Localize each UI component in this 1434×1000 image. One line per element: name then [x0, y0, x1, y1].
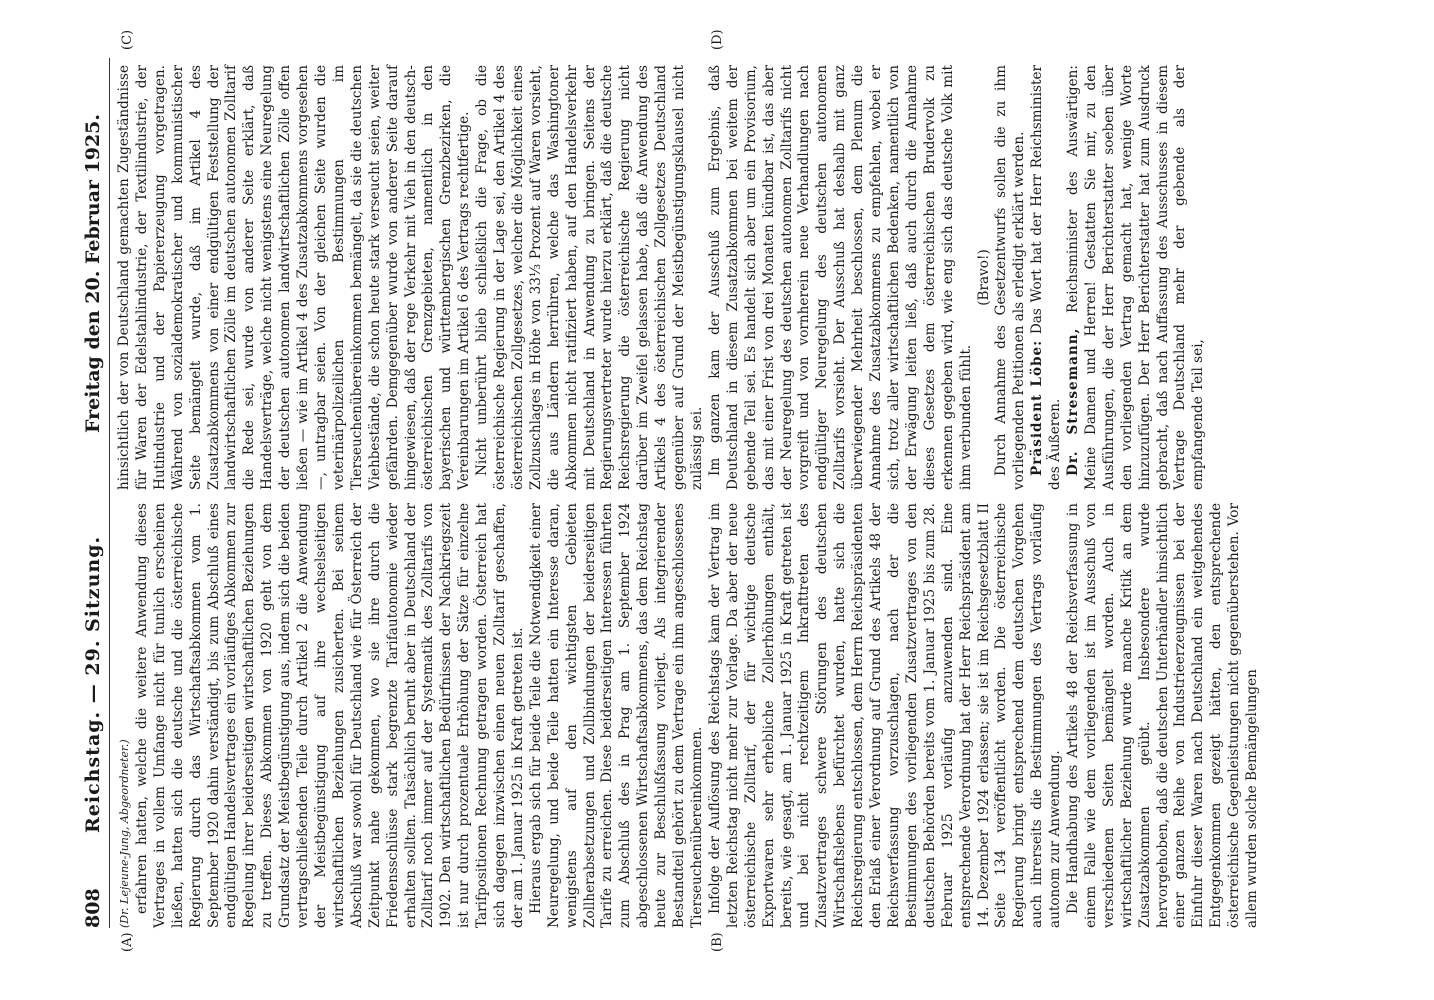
president-remark: Präsident Löbe: Das Wort hat der Herr Reichsminister des Äußeren.: [1029, 65, 1064, 490]
applause-note: (Bravo!): [975, 249, 992, 306]
paragraph: Infolge der Auflösung des Reichstags kam der Vertrag im letzten Reichstag nicht mehr zur Vorlage. Da aber der neue österreichische Zolltarif, der für wichtige deutsche Exportwaren sehr erhebliche Zollerhöhungen enthält, bereits, wie gesagt, am 1. Januar 1925 in Kraft getreten ist und bei nicht rechtzeitigem Inkrafttreten des Zusatzvertrages schwere Störungen des deutschen Wirtschaftslebens befürchtet wurden, hatte sich die Reichsregierung entschlossen, dem Herrn Reichspräsidenten den Erlaß einer Verordnung auf Grund des Artikels 48 der Reichsverfassung vorzuschlagen, nach der die Bestimmungen des vorliegenden Zusatzvertrages von den deutschen Behörden bereits vom 1. Januar 1925 bis zum 28. Februar 1925 vorläufig anzuwenden sind. Eine entsprechende Verordnung hat der Herr Reichspräsident am 14. Dezember 1924 erlassen; sie ist im Reichsgesetzblatt II Seite 134 veröffentlicht worden. Die österreichische Regierung bringt entsprechend dem deutschen Vorgehen auch ihrerseits die Bestimmungen des Vertrags vorläufig autonom zur Anwendung.: [706, 503, 1064, 928]
margin-mark-c: (C): [120, 29, 135, 50]
paragraph: erfahren hatten, welche die weitere Anwendung dieses Vertrages in vollem Umfange nicht für tunlich erscheinen ließen, hatten sich die deutsche und die österreichische Regierung durch das Wirtschaftsabkommen vom 1. September 1920 dahin verständigt, bis zum Abschluß eines endgültigen Handelsvertrages ein vorläufiges Abkommen zur Regelung ihrer beiderseitigen wirtschaftlichen Beziehungen zu treffen. Dieses Abkommen von 1920 geht von dem Grundsatz der Meistbegünstigung aus, indem sich die beiden vertragschließenden Teile durch Artikel 2 die Anwendung der Meistbegünstigung auf ihre wechselseitigen wirtschaftlichen Beziehungen zusicherten. Bei seinem Abschluß war sowohl für Deutschland wie für Österreich der Zeitpunkt nahe gekommen, wo sie ihre durch die Friedensschlüsse stark begrenzte Tarifautonomie wieder erhalten sollten. Tatsächlich beruht aber in Deutschland der Zolltarif noch immer auf der Systematik des Zolltarifs von 1902. Den wirtschaftlichen Bedürfnissen der Nachkriegszeit ist nur durch prozentuale Erhöhung der Sätze für einzelne Tarifpositionen Rechnung getragen worden. Österreich hat sich dagegen inzwischen einen neuen Zolltarif geschaffen, der am 1. Januar 1925 in Kraft getreten ist.: [133, 503, 526, 928]
session-title: Reichstag. — 29. Sitzung.: [82, 535, 104, 833]
page-number: 808: [82, 888, 104, 928]
paragraph: Im ganzen kam der Ausschuß zum Ergebnis, daß Deutschland in diesem Zusatzabkommen bei weitem der gebende Teil sei. Es handelt sich aber um ein Provisorium, das mit einer Frist von drei Monaten kündbar ist, das aber der Neuregelung des deutschen autonomen Zolltarifs nicht vorgreift und von vornherein neue Verhandlungen nach endgültiger Neuregelung des deutschen autonomen Zolltarifs vorsieht. Der Ausschuß hat deshalb mit ganz überwiegender Mehrheit beschlossen, dem Plenum die Annahme des Zusatzabkommens zu empfehlen, wobei er sich, trotz aller wirtschaftlichen Bedenken, namentlich von der Erwägung leiten ließ, daß auch durch die Annahme dieses Gesetzes dem österreichischen Brudervolk zu erkennen gegeben wird, wie eng sich das deutsche Volk mit ihm verbunden fühlt.: [706, 65, 974, 490]
speaker-name: Dr. Stresemann,: [1065, 327, 1082, 476]
paragraph: Durch Annahme des Gesetzentwurfs sollen die zu ihm vorliegenden Petitionen als erledigt erklärt werden.: [993, 65, 1028, 490]
margin-mark-b: (B): [710, 932, 725, 952]
digitization-credit: [1412, 0, 1432, 1000]
speaker-note: (Dr. Lejeune-Jung, Abgeordneter.): [118, 739, 131, 928]
header-rule: [109, 58, 110, 928]
page-header: [78, 58, 108, 928]
margin-mark-a: (A): [120, 932, 135, 952]
right-column: [116, 65, 1208, 490]
left-column: [116, 503, 1262, 928]
speaker-name: Präsident Löbe:: [1029, 339, 1046, 476]
paragraph: Nicht unberührt blieb schließlich die Frage, ob die österreichische Regierung in der Lage sei, den Artikel 4 des österreichischen Zollgesetzes, welcher die Möglichkeit eines Zollzuschlages in Höhe von 33⅓ Prozent auf Waren vorsieht, die aus Ländern herrühren, welche das Washingtoner Abkommen nicht ratifiziert haben, auf den Handelsverkehr mit Deutschland in Anwendung zu bringen. Seitens der Regierungsvertreter wurde hierzu erklärt, daß die deutsche Reichsregierung die österreichische Regierung nicht darüber im Zweifel gelassen habe, daß die Anwendung des Artikels 4 des österreichischen Zollgesetzes Deutschland gegenüber auf Grund der Meistbegünstigungsklausel nicht zulässig sei.: [474, 65, 705, 490]
paragraph: Die Handhabung des Artikels 48 der Reichsverfassung in einem Falle wie dem vorliegenden ist im Ausschuß von verschiedenen Seiten bemängelt worden. Auch in wirtschaftlicher Beziehung wurde manche Kritik an dem Zusatzabkommen geübt. Insbesondere wurde hervorgehoben, daß die deutschen Unterhändler hinsichtlich einer ganzen Reihe von Industrieerzeugnissen bei der Einfuhr dieser Waren nach Deutschland ein weitgehendes Entgegenkommen gezeigt hätten, den entsprechende österreichische Gegenleistungen nicht gegenüberstehen. Vor allem wurden solche Bemängelungen: [1065, 503, 1261, 928]
paragraph: Hieraus ergab sich für beide Teile die Notwendigkeit einer Neuregelung, und beide Teile hatten ein Interesse daran, wenigstens auf den wichtigsten Gebieten Zollherabsetzungen und Zollbindungen der beiderseitigen Tarife zu erreichen. Diese beiderseitigen Interessen führten zum Abschluß des in Prag am 1. September 1924 abgeschlossenen Wirtschaftsabkommens, das dem Reichstag heute zur Beschlußfassung vorliegt. Als integrierender Bestandteil gehört zu dem Vertrage ein ihm angeschlossenes Tierseuchenübereinkommen.: [527, 503, 705, 928]
paragraph: hinsichtlich der von Deutschland gemachten Zugeständnisse für Waren der Edelstahlindustrie, der Textilindustrie, der Hutindustrie und der Papiererzeugung vorgetragen. Während von sozialdemokratischer und kommunistischer Seite bemängelt wurde, daß im Artikel 4 des Zusatzabkommens von einer endgültigen Feststellung der landwirtschaftlichen Zölle im deutschen autonomen Zolltarif die Rede sei, wurde von anderer Seite erklärt, daß Handelsverträge, welche nicht wenigstens eine Neuregelung der deutschen autonomen landwirtschaftlichen Zölle offen ließen — wie im Artikel 4 des Zusatzabkommens vorgesehen —, untragbar seien. Von der gleichen Seite wurden die veterinärpolizeilichen Bestimmungen im Tierseuchenübereinkommen bemängelt, da sie die deutschen Viehbestände, die schon heute stark verseucht seien, weiter gefährden. Demgegenüber wurde von anderer Seite darauf hingewiesen, daß der rege Verkehr mit Vieh in den deutsch-österreichischen Grenzgebieten, namentlich in den bayerischen und württembergischen Grenzbezirken, die Vereinbarungen im Artikel 6 des Vertrags rechtfertige.: [116, 65, 473, 490]
speech: Dr. Stresemann, Reichsminister des Auswärtigen: Meine Damen und Herren! Gestatten Sie mir, zu den Ausführungen, die der Herr Berichterstatter soeben über den vorliegenden Vertrag gemacht hat, wenige Worte hinzuzufügen. Der Herr Berichterstatter hat zum Ausdruck gebracht, daß nach Auffassung des Ausschusses in diesem Vertrage Deutschland mehr der gebende als der empfangende Teil sei,: [1065, 65, 1207, 490]
margin-mark-d: (D): [710, 29, 725, 50]
session-date: Freitag den 20. Februar 1925.: [82, 113, 104, 433]
